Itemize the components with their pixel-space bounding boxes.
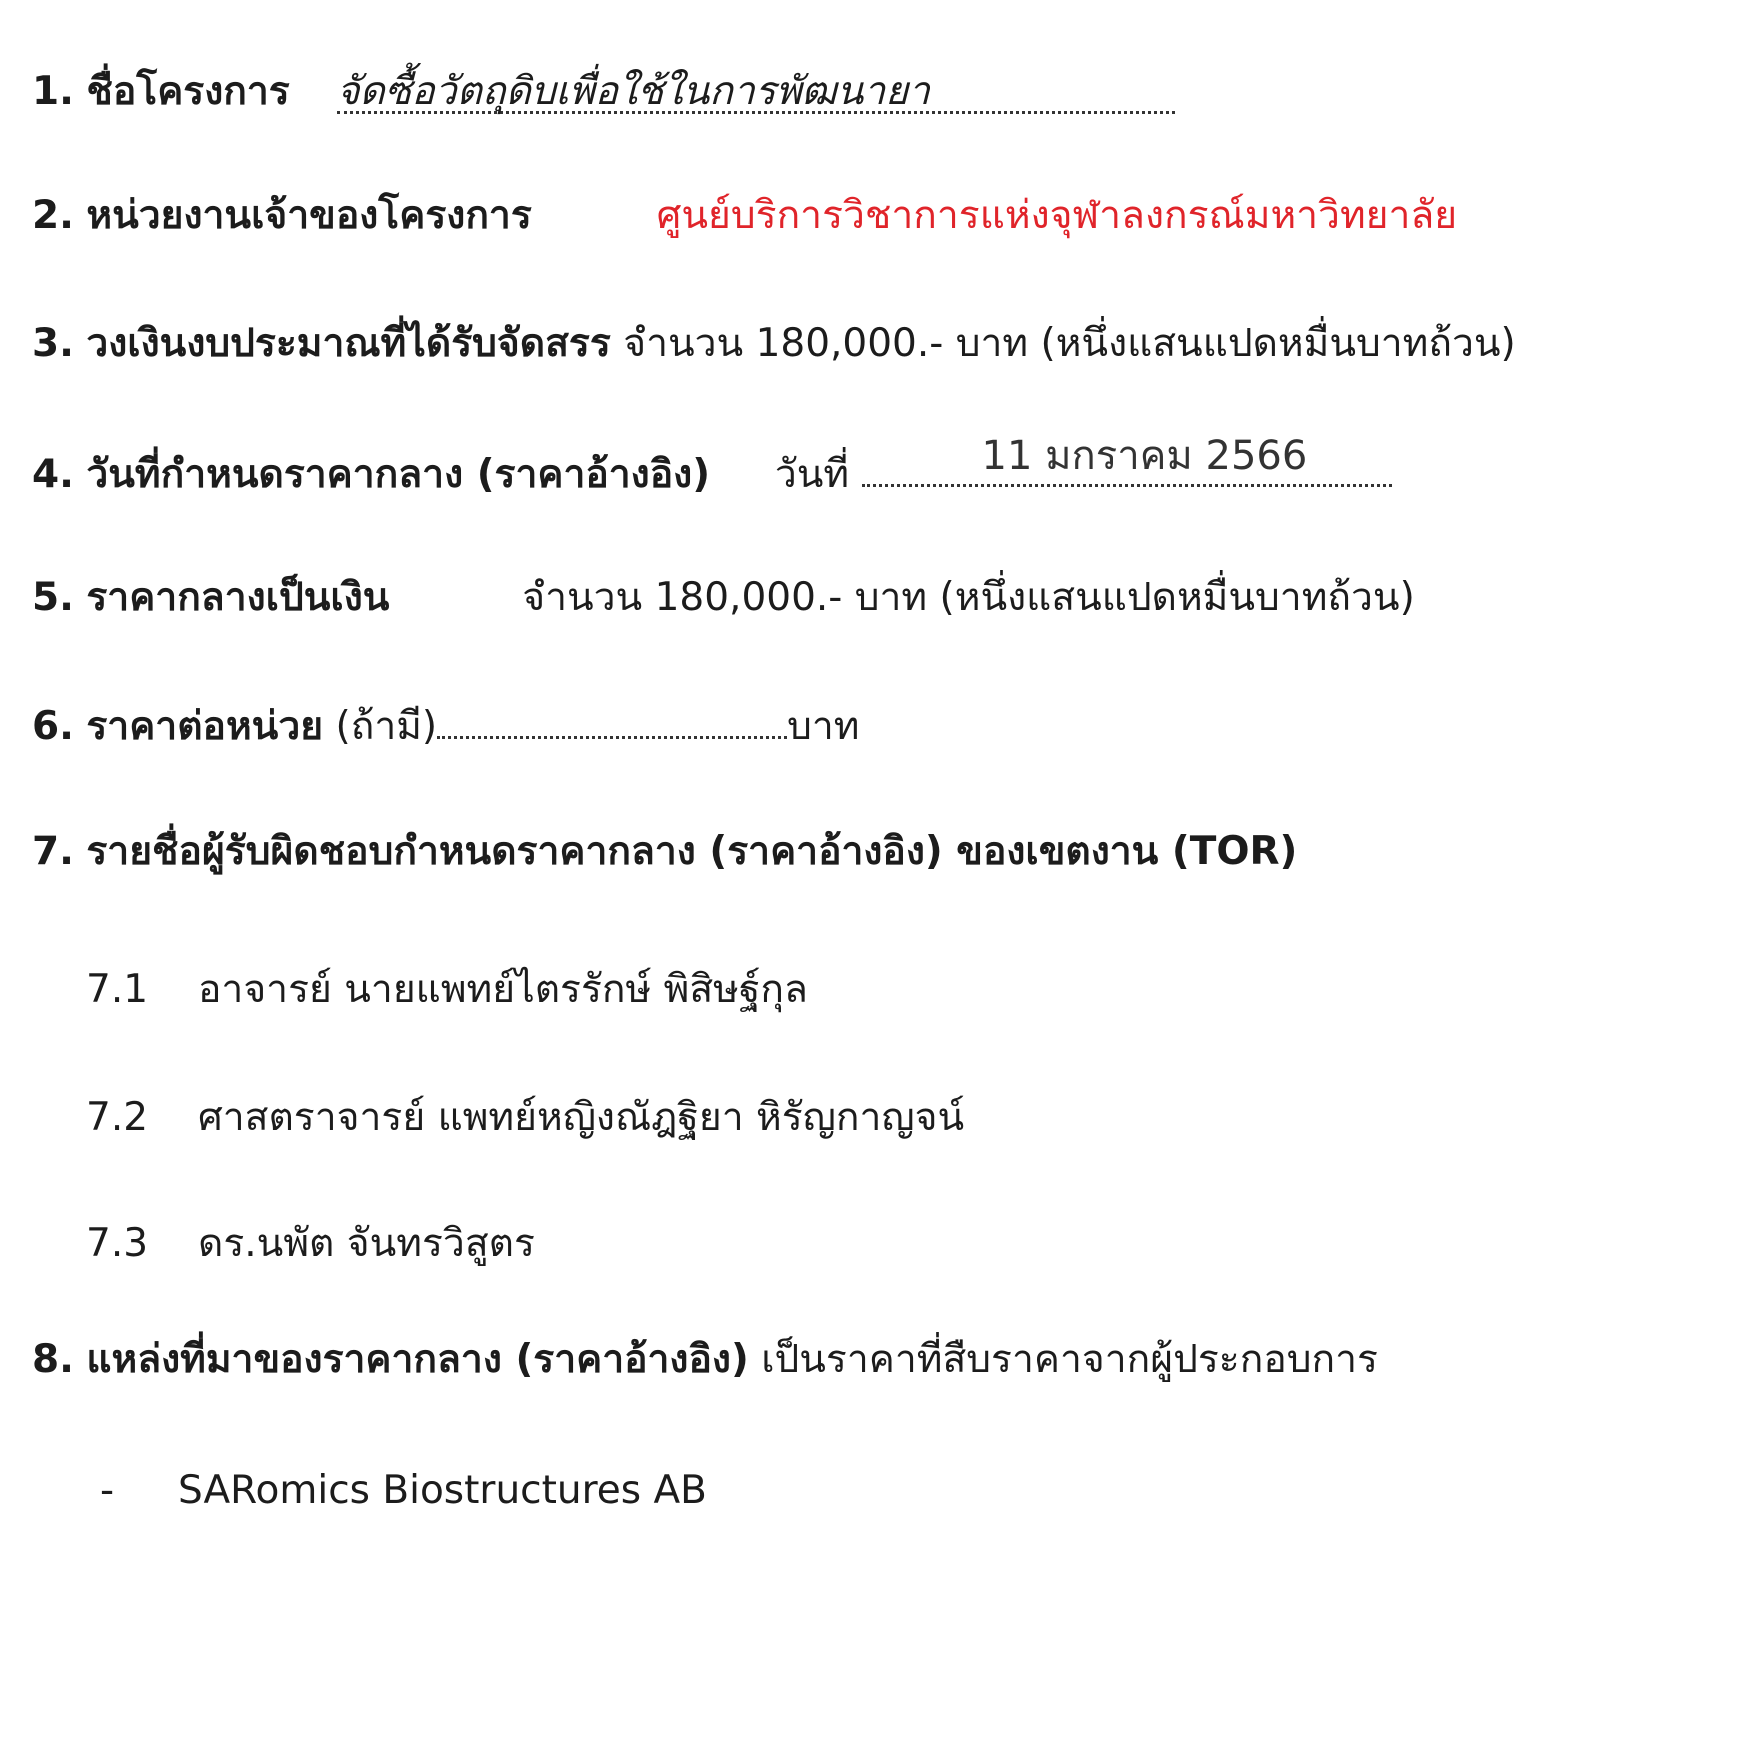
- unit-price-optional: (ถ้ามี): [335, 704, 438, 749]
- item-number: 1.: [32, 69, 74, 114]
- item-label: วงเงินงบประมาณที่ได้รับจัดสรร: [86, 321, 611, 366]
- reference-date-field: [862, 433, 1392, 487]
- project-name-value: จัดซื้อวัตถุดิบเพื่อใช้ในการพัฒนายา: [336, 69, 930, 114]
- committee-member: [86, 1086, 964, 1148]
- owner-unit-value: ศูนย์บริการวิชาการแห่งจุฬาลงกรณ์มหาวิทยาลัย: [656, 193, 1458, 238]
- reference-date-value: 11 มกราคม 2566: [981, 433, 1308, 479]
- item-label: รายชื่อผู้รับผิดชอบกำหนดราคากลาง (ราคาอ้างอิง) ของเขตงาน (TOR): [86, 829, 1298, 874]
- committee-member-name: ดร.นพัต จันทรวิสูตร: [198, 1221, 535, 1266]
- committee-member-number: 7.1: [86, 967, 149, 1012]
- committee-member-number: 7.3: [86, 1221, 149, 1266]
- list-bullet: -: [100, 1468, 115, 1513]
- item-number: 3.: [32, 321, 74, 366]
- item-number: 8.: [32, 1337, 74, 1382]
- committee-member-number: 7.2: [86, 1095, 149, 1140]
- project-name-field: [336, 69, 1175, 114]
- item-label: แหล่งที่มาของราคากลาง (ราคาอ้างอิง): [86, 1337, 749, 1382]
- source-name: SARomics Biostructures AB: [178, 1468, 707, 1513]
- item-number: 2.: [32, 193, 74, 238]
- item-owner-unit: [32, 193, 1458, 238]
- unit-price-field: [437, 706, 787, 739]
- item-budget: [32, 321, 1516, 366]
- item-responsible-committee: [32, 829, 1298, 874]
- median-price-value: จำนวน 180,000.- บาท (หนึ่งแสนแปดหมื่นบาทถ้วน): [522, 575, 1415, 620]
- unit-price-unit: บาท: [787, 704, 860, 749]
- budget-value: จำนวน 180,000.- บาท (หนึ่งแสนแปดหมื่นบาทถ้วน): [623, 321, 1516, 366]
- date-prefix: วันที่: [774, 452, 850, 497]
- item-number: 6.: [32, 704, 74, 749]
- item-number: 7.: [32, 829, 74, 874]
- item-number: 4.: [32, 452, 74, 497]
- item-price-source: [32, 1337, 1378, 1382]
- item-label: ชื่อโครงการ: [86, 69, 290, 114]
- price-source-value: เป็นราคาที่สืบราคาจากผู้ประกอบการ: [761, 1337, 1378, 1382]
- source-list-item: [100, 1468, 707, 1513]
- committee-member-name: ศาสตราจารย์ แพทย์หญิงณัฎฐิยา หิรัญกาญจน์: [198, 1095, 965, 1140]
- item-reference-date: [32, 433, 1392, 497]
- item-median-price: [32, 575, 1415, 620]
- committee-member-name: อาจารย์ นายแพทย์ไตรรักษ์ พิสิษฐ์กุล: [198, 967, 808, 1012]
- item-label: ราคากลางเป็นเงิน: [86, 575, 390, 620]
- item-label: ราคาต่อหน่วย: [86, 704, 324, 749]
- item-number: 5.: [32, 575, 74, 620]
- committee-member: [86, 1212, 535, 1274]
- item-label: วันที่กำหนดราคากลาง (ราคาอ้างอิง): [86, 452, 711, 497]
- item-label: หน่วยงานเจ้าของโครงการ: [86, 193, 532, 238]
- item-project-name: [32, 69, 1175, 114]
- item-unit-price: [32, 704, 860, 749]
- committee-member: [86, 958, 808, 1020]
